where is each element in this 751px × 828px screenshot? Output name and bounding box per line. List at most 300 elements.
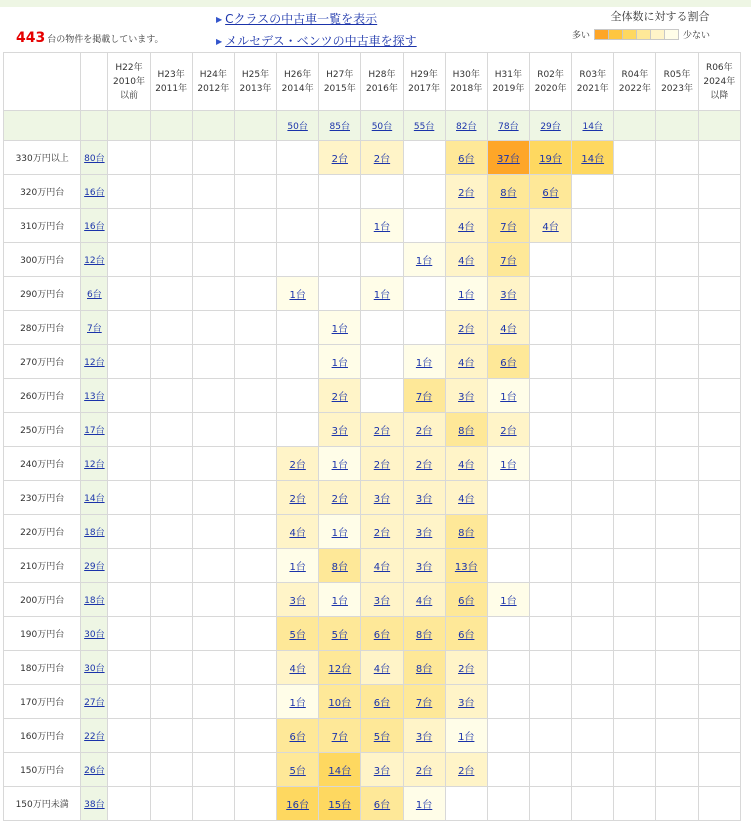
matrix-cell[interactable] xyxy=(361,685,403,719)
matrix-count-link[interactable]: 2台 xyxy=(289,494,306,505)
matrix-count-link[interactable]: 6台 xyxy=(458,154,475,165)
matrix-count-link[interactable]: 6台 xyxy=(373,630,391,641)
listing-count-number: 443 xyxy=(16,30,46,46)
matrix-cell[interactable] xyxy=(487,175,529,209)
matrix-cell[interactable] xyxy=(319,379,361,413)
price-total-link[interactable]: 30台 xyxy=(84,630,105,640)
price-total-cell[interactable] xyxy=(81,549,108,583)
price-total-cell[interactable] xyxy=(81,243,108,277)
price-total-link[interactable]: 27台 xyxy=(84,698,105,708)
matrix-cell[interactable] xyxy=(361,787,403,821)
matrix-cell[interactable] xyxy=(361,481,403,515)
matrix-cell[interactable] xyxy=(361,583,403,617)
matrix-count-link[interactable]: 7台 xyxy=(500,222,517,233)
matrix-cell[interactable] xyxy=(277,515,319,549)
matrix-cell[interactable] xyxy=(445,481,487,515)
matrix-count-link[interactable]: 3台 xyxy=(415,562,433,573)
matrix-count-link[interactable]: 2台 xyxy=(331,154,348,165)
matrix-count-link[interactable]: 1台 xyxy=(289,290,306,301)
matrix-count-link[interactable]: 15台 xyxy=(328,800,352,811)
matrix-cell[interactable] xyxy=(403,481,445,515)
matrix-cell[interactable] xyxy=(319,447,361,481)
price-total-cell[interactable] xyxy=(81,277,108,311)
price-total-link[interactable]: 7台 xyxy=(87,324,102,334)
matrix-count-link[interactable]: 8台 xyxy=(500,188,517,199)
price-total-link[interactable]: 18台 xyxy=(84,528,105,538)
matrix-cell[interactable] xyxy=(361,209,403,243)
matrix-cell[interactable] xyxy=(403,753,445,787)
matrix-count-link[interactable]: 2台 xyxy=(500,426,517,437)
price-total-cell[interactable] xyxy=(81,379,108,413)
matrix-cell xyxy=(487,481,529,515)
matrix-cell[interactable] xyxy=(445,685,487,719)
matrix-cell xyxy=(614,413,656,447)
mercedes-search-link[interactable]: メルセデス・ベンツの中古車を探す xyxy=(225,34,417,48)
price-total-cell[interactable] xyxy=(81,345,108,379)
price-total-link[interactable]: 16台 xyxy=(84,222,105,232)
matrix-count-link[interactable]: 3台 xyxy=(289,596,306,607)
matrix-cell xyxy=(150,277,192,311)
matrix-cell[interactable] xyxy=(319,311,361,345)
matrix-count-link[interactable]: 2台 xyxy=(458,324,475,335)
matrix-cell xyxy=(277,243,319,277)
matrix-cell[interactable] xyxy=(319,651,361,685)
matrix-count-link[interactable]: 10台 xyxy=(328,698,352,709)
matrix-cell[interactable] xyxy=(445,617,487,651)
matrix-cell xyxy=(614,651,656,685)
price-label-text: 230万円台 xyxy=(20,494,65,504)
matrix-count-link[interactable]: 1台 xyxy=(500,596,517,607)
matrix-cell[interactable] xyxy=(277,685,319,719)
matrix-cell[interactable] xyxy=(277,583,319,617)
matrix-cell xyxy=(234,583,276,617)
matrix-cell[interactable] xyxy=(403,719,445,753)
matrix-cell[interactable] xyxy=(445,243,487,277)
matrix-cell[interactable] xyxy=(277,651,319,685)
matrix-cell xyxy=(656,209,698,243)
year-header-label: H26年 2014年 xyxy=(281,69,314,94)
matrix-count-link[interactable]: 5台 xyxy=(373,732,391,743)
matrix-count-link[interactable]: 8台 xyxy=(458,426,475,437)
matrix-cell[interactable] xyxy=(361,617,403,651)
matrix-cell[interactable] xyxy=(445,141,487,175)
matrix-cell[interactable] xyxy=(319,413,361,447)
price-total-cell[interactable] xyxy=(81,311,108,345)
year-total-cell[interactable] xyxy=(529,111,571,141)
price-total-link[interactable]: 16台 xyxy=(84,188,105,198)
matrix-count-link[interactable]: 4台 xyxy=(415,596,433,607)
matrix-cell[interactable] xyxy=(403,447,445,481)
matrix-cell[interactable] xyxy=(319,141,361,175)
matrix-cell[interactable] xyxy=(487,209,529,243)
matrix-cell xyxy=(529,345,571,379)
matrix-count-link[interactable]: 7台 xyxy=(331,732,348,743)
matrix-cell[interactable] xyxy=(445,345,487,379)
matrix-cell[interactable] xyxy=(361,141,403,175)
matrix-cell[interactable] xyxy=(277,719,319,753)
matrix-count-link[interactable]: 2台 xyxy=(415,426,433,437)
matrix-cell[interactable] xyxy=(361,413,403,447)
matrix-count-link[interactable]: 8台 xyxy=(415,664,433,675)
matrix-cell[interactable] xyxy=(277,753,319,787)
price-total-link[interactable]: 80台 xyxy=(84,154,105,164)
matrix-cell xyxy=(698,243,740,277)
matrix-count-link[interactable]: 1台 xyxy=(331,358,348,369)
matrix-cell xyxy=(656,413,698,447)
matrix-cell[interactable] xyxy=(403,379,445,413)
matrix-cell[interactable] xyxy=(487,413,529,447)
price-row xyxy=(4,787,741,821)
price-total-link[interactable]: 12台 xyxy=(84,358,105,368)
matrix-count-link[interactable]: 2台 xyxy=(458,188,475,199)
price-total-cell[interactable] xyxy=(81,787,108,821)
matrix-count-link[interactable]: 2台 xyxy=(373,426,391,437)
matrix-cell[interactable] xyxy=(361,651,403,685)
matrix-cell xyxy=(487,719,529,753)
matrix-count-link[interactable]: 2台 xyxy=(415,766,433,777)
matrix-count-link[interactable]: 8台 xyxy=(331,562,348,573)
matrix-count-link[interactable]: 2台 xyxy=(289,460,306,471)
matrix-cell[interactable] xyxy=(487,583,529,617)
matrix-cell xyxy=(656,243,698,277)
year-header-label: R02年 2020年 xyxy=(534,69,567,94)
price-total-link[interactable]: 14台 xyxy=(84,494,105,504)
matrix-cell[interactable] xyxy=(361,719,403,753)
matrix-cell xyxy=(614,583,656,617)
matrix-cell[interactable] xyxy=(572,141,614,175)
matrix-count-link[interactable]: 3台 xyxy=(415,528,433,539)
matrix-cell[interactable] xyxy=(319,753,361,787)
matrix-cell[interactable] xyxy=(487,141,529,175)
matrix-count-link[interactable]: 4台 xyxy=(458,256,475,267)
matrix-count-link[interactable]: 1台 xyxy=(415,800,433,811)
price-total-link[interactable]: 29台 xyxy=(84,562,105,572)
matrix-count-link[interactable]: 2台 xyxy=(331,494,348,505)
legend-many-label: 多い xyxy=(572,31,591,41)
year-total-cell xyxy=(108,111,150,141)
price-label-text: 270万円台 xyxy=(20,358,65,368)
matrix-cell xyxy=(614,753,656,787)
matrix-cell[interactable] xyxy=(445,447,487,481)
matrix-count-link[interactable]: 6台 xyxy=(373,800,391,811)
price-label xyxy=(4,583,81,617)
matrix-cell[interactable] xyxy=(277,787,319,821)
matrix-cell[interactable] xyxy=(277,447,319,481)
matrix-cell[interactable] xyxy=(487,447,529,481)
matrix-cell xyxy=(150,651,192,685)
year-total-link[interactable]: 55台 xyxy=(413,122,435,132)
price-total-link[interactable]: 30台 xyxy=(84,664,105,674)
matrix-count-link[interactable]: 4台 xyxy=(458,358,475,369)
matrix-cell[interactable] xyxy=(319,617,361,651)
matrix-count-link[interactable]: 2台 xyxy=(458,766,475,777)
matrix-count-link[interactable]: 3台 xyxy=(373,766,391,777)
price-total-link[interactable]: 38台 xyxy=(84,800,105,810)
matrix-count-link[interactable]: 8台 xyxy=(415,630,433,641)
matrix-count-link[interactable]: 1台 xyxy=(331,596,348,607)
matrix-cell[interactable] xyxy=(445,651,487,685)
price-total-link[interactable]: 6台 xyxy=(87,290,102,300)
matrix-count-link[interactable]: 1台 xyxy=(500,392,517,403)
matrix-cell xyxy=(572,345,614,379)
matrix-cell[interactable] xyxy=(403,787,445,821)
matrix-cell[interactable] xyxy=(319,549,361,583)
matrix-cell[interactable] xyxy=(445,719,487,753)
matrix-cell[interactable] xyxy=(319,787,361,821)
matrix-count-link[interactable]: 14台 xyxy=(328,766,352,777)
matrix-count-link[interactable]: 6台 xyxy=(542,188,559,199)
price-total-cell[interactable] xyxy=(81,515,108,549)
matrix-cell[interactable] xyxy=(403,617,445,651)
matrix-cell[interactable] xyxy=(361,549,403,583)
matrix-cell[interactable] xyxy=(361,515,403,549)
matrix-count-link[interactable]: 1台 xyxy=(415,358,433,369)
matrix-count-link[interactable]: 6台 xyxy=(373,698,391,709)
price-total-link[interactable]: 22台 xyxy=(84,732,105,742)
matrix-count-link[interactable]: 12台 xyxy=(328,664,352,675)
matrix-count-link[interactable]: 3台 xyxy=(415,494,433,505)
price-total-cell[interactable] xyxy=(81,651,108,685)
matrix-count-link[interactable]: 19台 xyxy=(539,154,562,165)
year-total-link[interactable]: 29台 xyxy=(540,122,561,132)
matrix-count-link[interactable]: 3台 xyxy=(373,494,391,505)
price-label-text: 330万円以上 xyxy=(15,154,69,164)
matrix-count-link[interactable]: 1台 xyxy=(289,698,306,709)
matrix-count-link[interactable]: 3台 xyxy=(331,426,348,437)
year-total-cell[interactable] xyxy=(319,111,361,141)
arrow-right-icon: ▶ xyxy=(216,15,223,24)
price-label xyxy=(4,243,81,277)
year-total-link[interactable]: 50台 xyxy=(287,122,308,132)
matrix-cell[interactable] xyxy=(277,549,319,583)
year-header xyxy=(403,53,445,111)
matrix-cell xyxy=(108,311,150,345)
price-total-link[interactable]: 12台 xyxy=(84,256,105,266)
matrix-cell[interactable] xyxy=(403,243,445,277)
matrix-cell xyxy=(529,447,571,481)
matrix-count-link[interactable]: 4台 xyxy=(500,324,517,335)
matrix-count-link[interactable]: 8台 xyxy=(458,528,475,539)
matrix-count-link[interactable]: 4台 xyxy=(458,222,475,233)
matrix-count-link[interactable]: 1台 xyxy=(373,290,391,301)
matrix-cell[interactable] xyxy=(319,719,361,753)
matrix-cell[interactable] xyxy=(319,515,361,549)
year-header-row xyxy=(4,53,741,111)
matrix-cell[interactable] xyxy=(277,481,319,515)
matrix-cell xyxy=(572,175,614,209)
price-total-cell[interactable] xyxy=(81,481,108,515)
link-row xyxy=(216,31,417,53)
matrix-cell[interactable] xyxy=(319,481,361,515)
matrix-count-link[interactable]: 1台 xyxy=(415,256,433,267)
matrix-cell[interactable] xyxy=(487,277,529,311)
year-total-cell[interactable] xyxy=(487,111,529,141)
price-label-text: 150万円台 xyxy=(20,766,65,776)
matrix-cell xyxy=(698,447,740,481)
matrix-cell[interactable] xyxy=(445,379,487,413)
matrix-cell xyxy=(698,719,740,753)
matrix-count-link[interactable]: 3台 xyxy=(458,698,475,709)
price-label-text: 160万円台 xyxy=(20,732,65,742)
year-total-link[interactable]: 78台 xyxy=(498,122,519,132)
matrix-cell xyxy=(277,345,319,379)
matrix-cell[interactable] xyxy=(403,515,445,549)
matrix-count-link[interactable]: 3台 xyxy=(373,596,391,607)
price-label xyxy=(4,379,81,413)
matrix-cell[interactable] xyxy=(403,413,445,447)
matrix-cell[interactable] xyxy=(445,311,487,345)
matrix-cell[interactable] xyxy=(403,345,445,379)
price-row xyxy=(4,719,741,753)
matrix-count-link[interactable]: 2台 xyxy=(373,460,391,471)
matrix-count-link[interactable]: 3台 xyxy=(500,290,517,301)
matrix-count-link[interactable]: 6台 xyxy=(500,358,517,369)
matrix-cell[interactable] xyxy=(445,753,487,787)
matrix-cell xyxy=(403,209,445,243)
matrix-count-link[interactable]: 6台 xyxy=(458,596,475,607)
matrix-count-link[interactable]: 2台 xyxy=(331,392,348,403)
matrix-count-link[interactable]: 5台 xyxy=(331,630,348,641)
matrix-cell xyxy=(572,277,614,311)
year-total-cell[interactable] xyxy=(572,111,614,141)
matrix-cell xyxy=(150,379,192,413)
matrix-count-link[interactable]: 2台 xyxy=(415,460,433,471)
matrix-count-link[interactable]: 7台 xyxy=(500,256,517,267)
year-total-cell[interactable] xyxy=(361,111,403,141)
matrix-cell xyxy=(108,345,150,379)
c-class-list-link[interactable]: Cクラスの中古車一覧を表示 xyxy=(225,12,378,26)
matrix-cell xyxy=(234,515,276,549)
year-total-cell[interactable] xyxy=(403,111,445,141)
year-total-link[interactable]: 14台 xyxy=(582,122,603,132)
matrix-count-link[interactable]: 37台 xyxy=(497,154,520,165)
matrix-cell xyxy=(150,617,192,651)
price-total-cell[interactable] xyxy=(81,447,108,481)
year-total-link[interactable]: 50台 xyxy=(371,122,393,132)
matrix-cell xyxy=(192,413,234,447)
matrix-count-link[interactable]: 4台 xyxy=(373,562,391,573)
matrix-cell[interactable] xyxy=(445,549,487,583)
matrix-cell[interactable] xyxy=(319,583,361,617)
price-total-link[interactable]: 17台 xyxy=(84,426,105,436)
price-label xyxy=(4,141,81,175)
matrix-cell[interactable] xyxy=(487,345,529,379)
price-row xyxy=(4,277,741,311)
price-total-cell[interactable] xyxy=(81,583,108,617)
matrix-cell[interactable] xyxy=(445,175,487,209)
price-total-link[interactable]: 12台 xyxy=(84,460,105,470)
matrix-cell[interactable] xyxy=(277,277,319,311)
price-row xyxy=(4,311,741,345)
price-total-cell[interactable] xyxy=(81,141,108,175)
matrix-count-link[interactable]: 13台 xyxy=(454,562,478,573)
matrix-count-link[interactable]: 6台 xyxy=(289,732,306,743)
matrix-cell[interactable] xyxy=(277,617,319,651)
matrix-count-link[interactable]: 4台 xyxy=(458,460,475,471)
price-row xyxy=(4,617,741,651)
matrix-count-link[interactable]: 4台 xyxy=(542,222,559,233)
matrix-count-link[interactable]: 7台 xyxy=(415,392,433,403)
matrix-count-link[interactable]: 4台 xyxy=(289,664,306,675)
matrix-count-link[interactable]: 2台 xyxy=(373,154,391,165)
price-total-cell[interactable] xyxy=(81,413,108,447)
matrix-count-link[interactable]: 4台 xyxy=(289,528,306,539)
price-total-cell[interactable] xyxy=(81,617,108,651)
matrix-cell[interactable] xyxy=(361,753,403,787)
matrix-cell[interactable] xyxy=(361,277,403,311)
matrix-count-link[interactable]: 1台 xyxy=(331,324,348,335)
matrix-cell[interactable] xyxy=(445,583,487,617)
matrix-count-link[interactable]: 7台 xyxy=(415,698,433,709)
matrix-cell[interactable] xyxy=(403,549,445,583)
matrix-count-link[interactable]: 1台 xyxy=(373,222,391,233)
matrix-cell[interactable] xyxy=(445,515,487,549)
matrix-cell[interactable] xyxy=(403,651,445,685)
matrix-cell[interactable] xyxy=(319,345,361,379)
matrix-cell[interactable] xyxy=(361,447,403,481)
matrix-count-link[interactable]: 3台 xyxy=(415,732,433,743)
year-total-cell[interactable] xyxy=(445,111,487,141)
matrix-count-link[interactable]: 1台 xyxy=(458,732,475,743)
matrix-cell[interactable] xyxy=(529,175,571,209)
price-label xyxy=(4,311,81,345)
matrix-count-link[interactable]: 5台 xyxy=(289,630,306,641)
price-total-link[interactable]: 18台 xyxy=(84,596,105,606)
matrix-cell xyxy=(698,753,740,787)
matrix-count-link[interactable]: 1台 xyxy=(458,290,475,301)
price-total-cell[interactable] xyxy=(81,175,108,209)
year-header xyxy=(698,53,740,111)
matrix-cell[interactable] xyxy=(403,685,445,719)
matrix-cell xyxy=(150,549,192,583)
year-total-cell[interactable] xyxy=(277,111,319,141)
matrix-count-link[interactable]: 16台 xyxy=(286,800,309,811)
matrix-cell xyxy=(234,277,276,311)
price-total-link[interactable]: 26台 xyxy=(84,766,105,776)
matrix-cell[interactable] xyxy=(487,311,529,345)
matrix-cell[interactable] xyxy=(445,413,487,447)
price-total-link[interactable]: 13台 xyxy=(84,392,105,402)
matrix-count-link[interactable]: 5台 xyxy=(289,766,306,777)
matrix-count-link[interactable]: 3台 xyxy=(458,392,475,403)
year-total-link[interactable]: 82台 xyxy=(456,122,477,132)
matrix-count-link[interactable]: 2台 xyxy=(458,664,475,675)
matrix-count-link[interactable]: 1台 xyxy=(331,528,348,539)
matrix-cell[interactable] xyxy=(319,685,361,719)
matrix-cell[interactable] xyxy=(487,379,529,413)
matrix-count-link[interactable]: 1台 xyxy=(500,460,517,471)
price-total-cell[interactable] xyxy=(81,753,108,787)
matrix-cell xyxy=(614,719,656,753)
matrix-count-link[interactable]: 4台 xyxy=(373,664,391,675)
matrix-cell[interactable] xyxy=(403,583,445,617)
matrix-cell[interactable] xyxy=(529,209,571,243)
matrix-cell[interactable] xyxy=(529,141,571,175)
matrix-count-link[interactable]: 2台 xyxy=(373,528,391,539)
matrix-cell[interactable] xyxy=(487,243,529,277)
matrix-count-link[interactable]: 6台 xyxy=(458,630,475,641)
price-total-cell[interactable] xyxy=(81,685,108,719)
matrix-count-link[interactable]: 14台 xyxy=(581,154,605,165)
matrix-cell[interactable] xyxy=(445,277,487,311)
year-total-link[interactable]: 85台 xyxy=(329,122,350,132)
matrix-count-link[interactable]: 1台 xyxy=(289,562,306,573)
price-total-cell[interactable] xyxy=(81,719,108,753)
price-total-cell[interactable] xyxy=(81,209,108,243)
matrix-count-link[interactable]: 1台 xyxy=(331,460,348,471)
matrix-cell[interactable] xyxy=(445,209,487,243)
matrix-count-link[interactable]: 4台 xyxy=(458,494,475,505)
